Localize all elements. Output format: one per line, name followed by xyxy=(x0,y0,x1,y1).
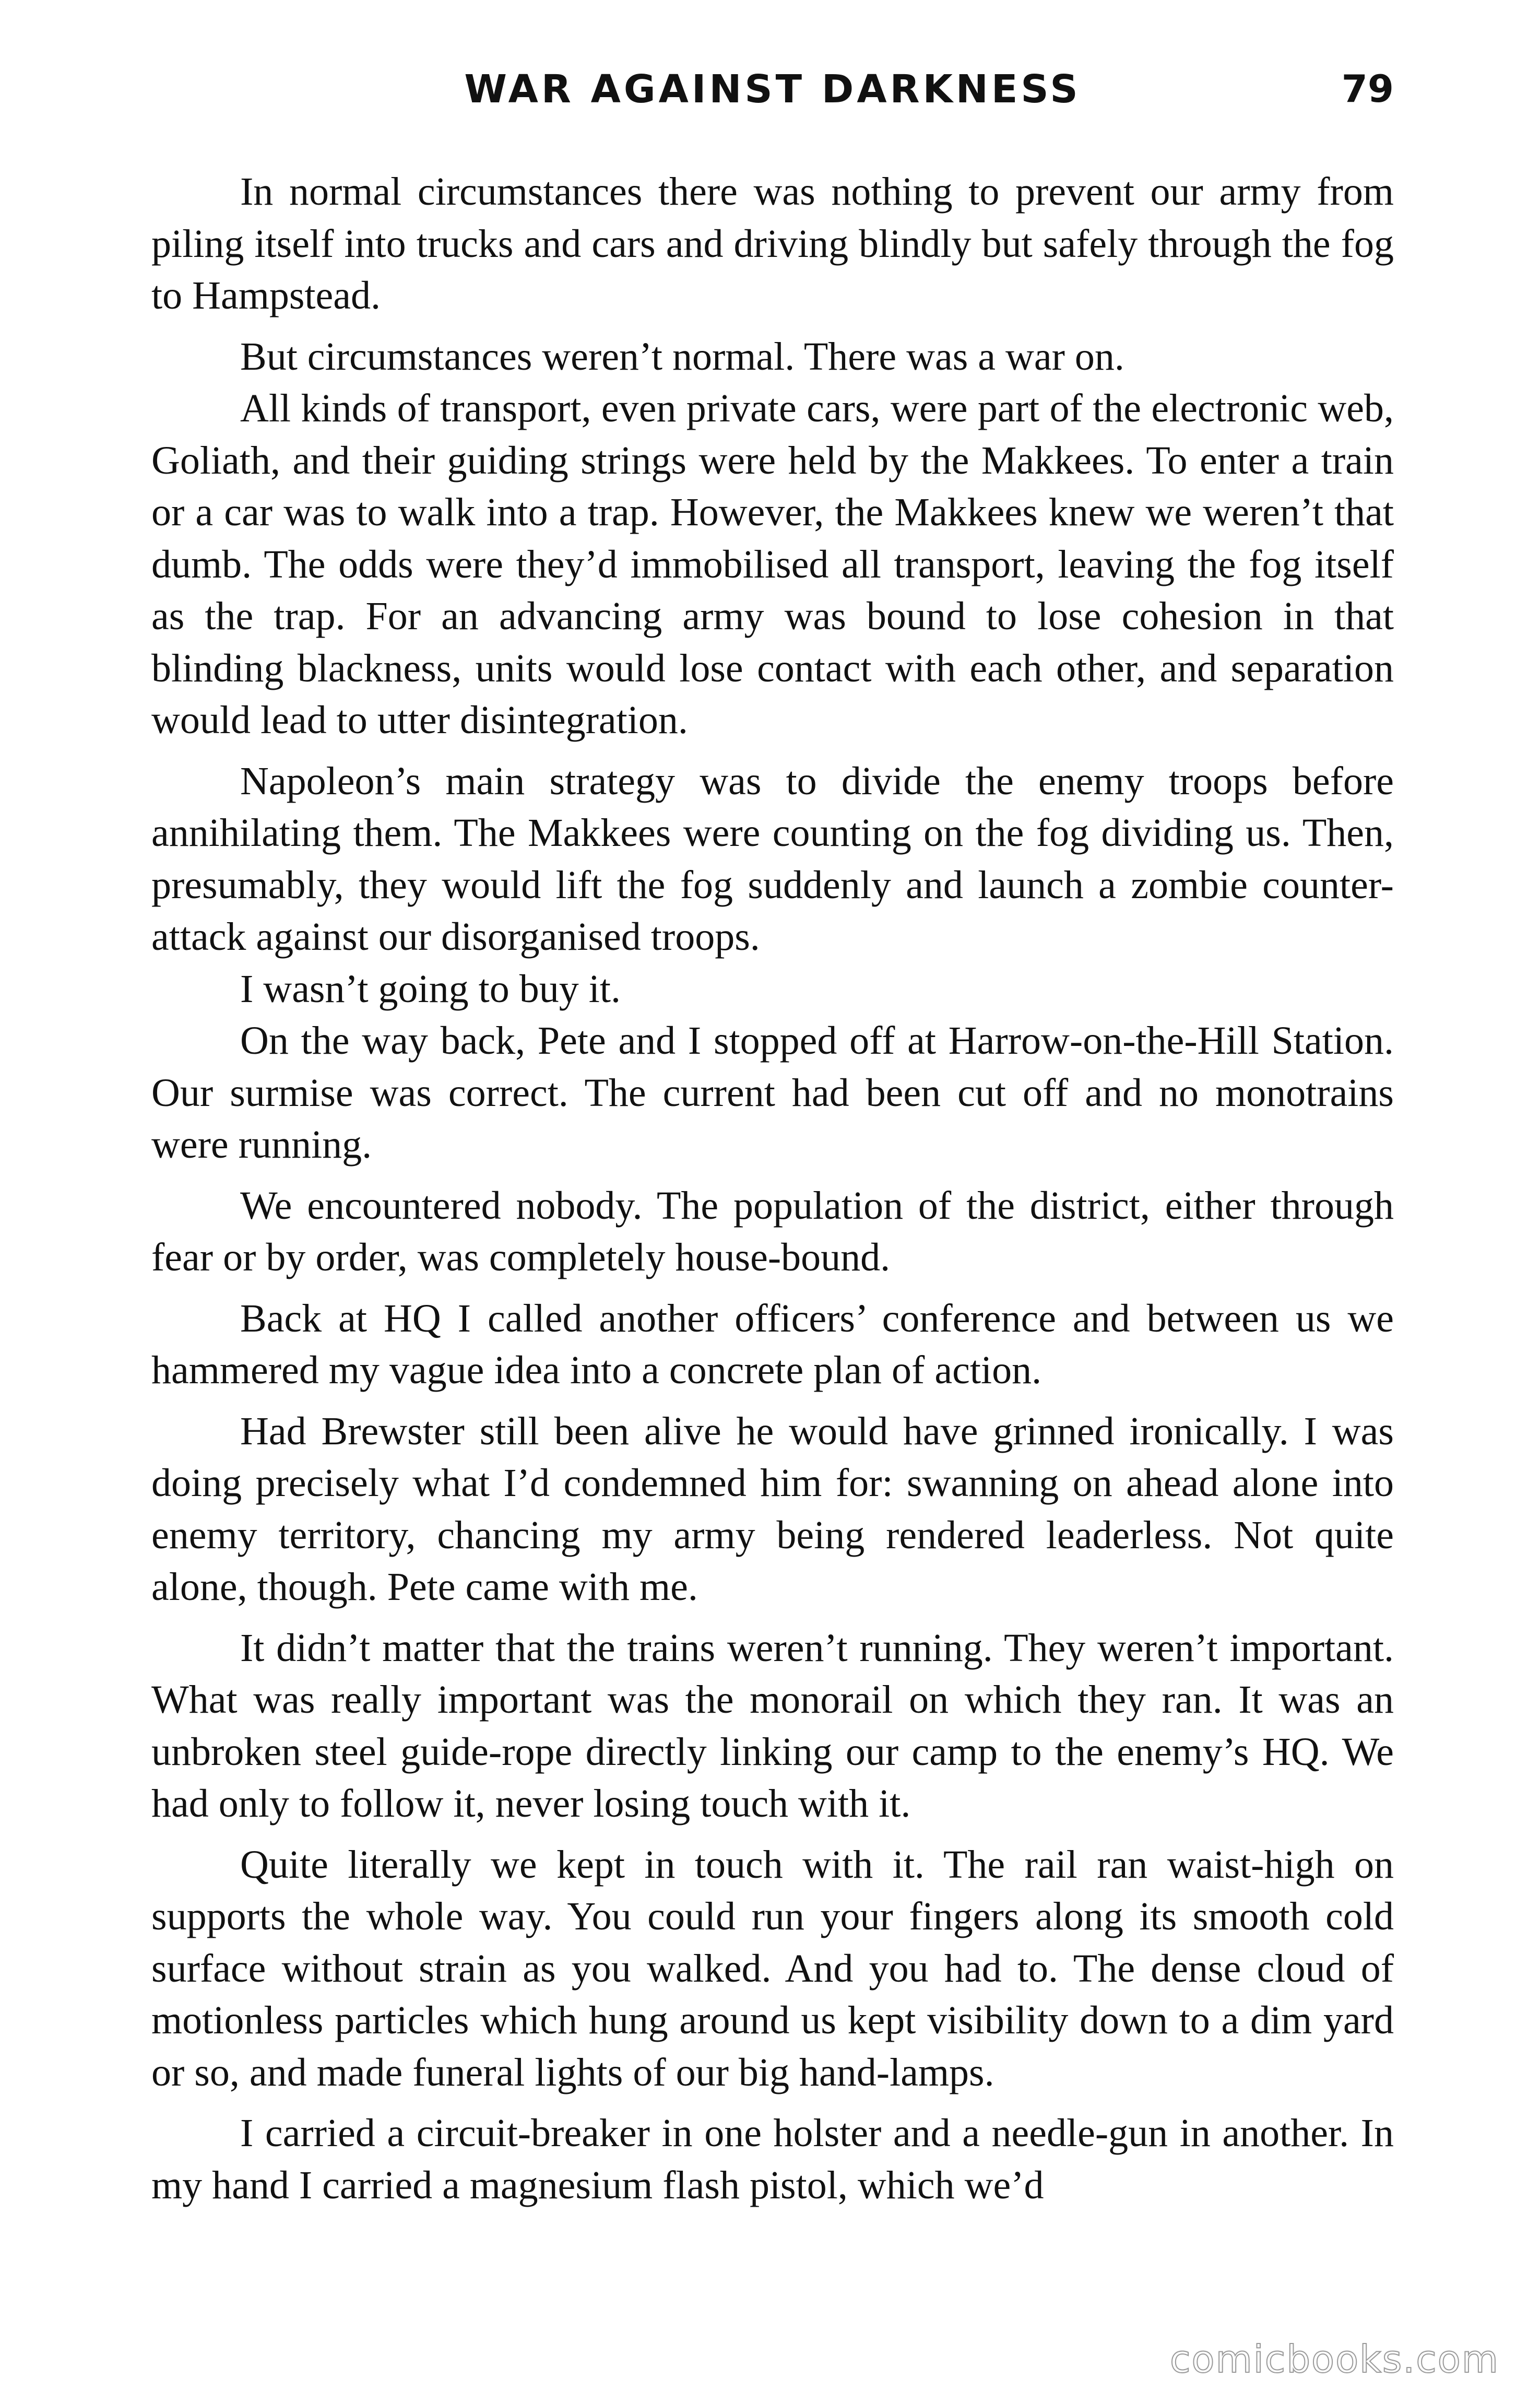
paragraph: I wasn’t going to buy it. xyxy=(240,967,621,1011)
paragraph: Napoleon’s main strategy was to divide the enemy troops before annihilating them. The Makkees were counting on the fog dividing us. Then, presumably, they would lift the fog suddenly and launch a zombie counter-attack against our disorganised troops. xyxy=(151,759,1394,959)
paragraph: It didn’t matter that the trains weren’t running. They weren’t important. What was really important was the monorail on which they ran. It was an unbroken steel guide-rope directly linking our camp to the enemy’s HQ. We had only to follow it, never losing touch with it. xyxy=(151,1626,1394,1826)
paragraph: Had Brewster still been alive he would have grinned ironically. I was doing precisely what I’d condemned him for: swanning on ahead alone into enemy territory, chancing my army being rendered leaderless. Not quite alone, though. Pete came with me. xyxy=(151,1409,1394,1609)
paragraph: On the way back, Pete and I stopped off at Harrow-on-the-Hill Station. Our surmise was correct. The current had been cut off and no monotrains were running. xyxy=(151,1019,1394,1167)
paragraph: Quite literally we kept in touch with it. The rail ran waist-high on supports the whole way. You could run your fingers along its smooth cold surface without strain as you walked. And you had to. The dense cloud of motionless particles which hung around us kept visibility down to a dim yard or so, and made funeral lights of our big hand-lamps. xyxy=(151,1842,1394,2094)
paragraph: In normal circumstances there was nothing to prevent our army from piling itself into trucks and cars and driving blindly but safely through the fog to Hampstead. xyxy=(151,170,1394,317)
paragraph: Back at HQ I called another officers’ conference and between us we hammered my vague idea into a concrete plan of action. xyxy=(151,1296,1394,1392)
page-number: 79 xyxy=(1341,67,1394,111)
running-title: WAR AGAINST DARKNESS xyxy=(464,67,1081,112)
paragraph: All kinds of transport, even private cars, were part of the electronic web, Goliath, and their guiding strings were held by the Makkees. To enter a train or a car was to walk into a trap. However, the Makkees knew we weren’t that dumb. The odds were they’d immobilised all transport, leaving the fog itself as the trap. For an advancing army was bound to lose cohesion in that blinding blackness, units would lose contact with each other, and separation would lead to utter disintegration. xyxy=(151,386,1394,742)
body-text xyxy=(151,166,1394,2211)
paragraph: But circumstances weren’t normal. There was a war on. xyxy=(240,334,1124,379)
running-head xyxy=(151,67,1394,119)
paragraph: I carried a circuit-breaker in one holster and a needle-gun in another. In my hand I carried a magnesium flash pistol, which we’d xyxy=(151,2111,1394,2207)
paragraph: We encountered nobody. The population of the district, either through fear or by order, was completely house-bound. xyxy=(151,1183,1394,1279)
watermark: comicbooks.com xyxy=(1169,2337,1499,2381)
